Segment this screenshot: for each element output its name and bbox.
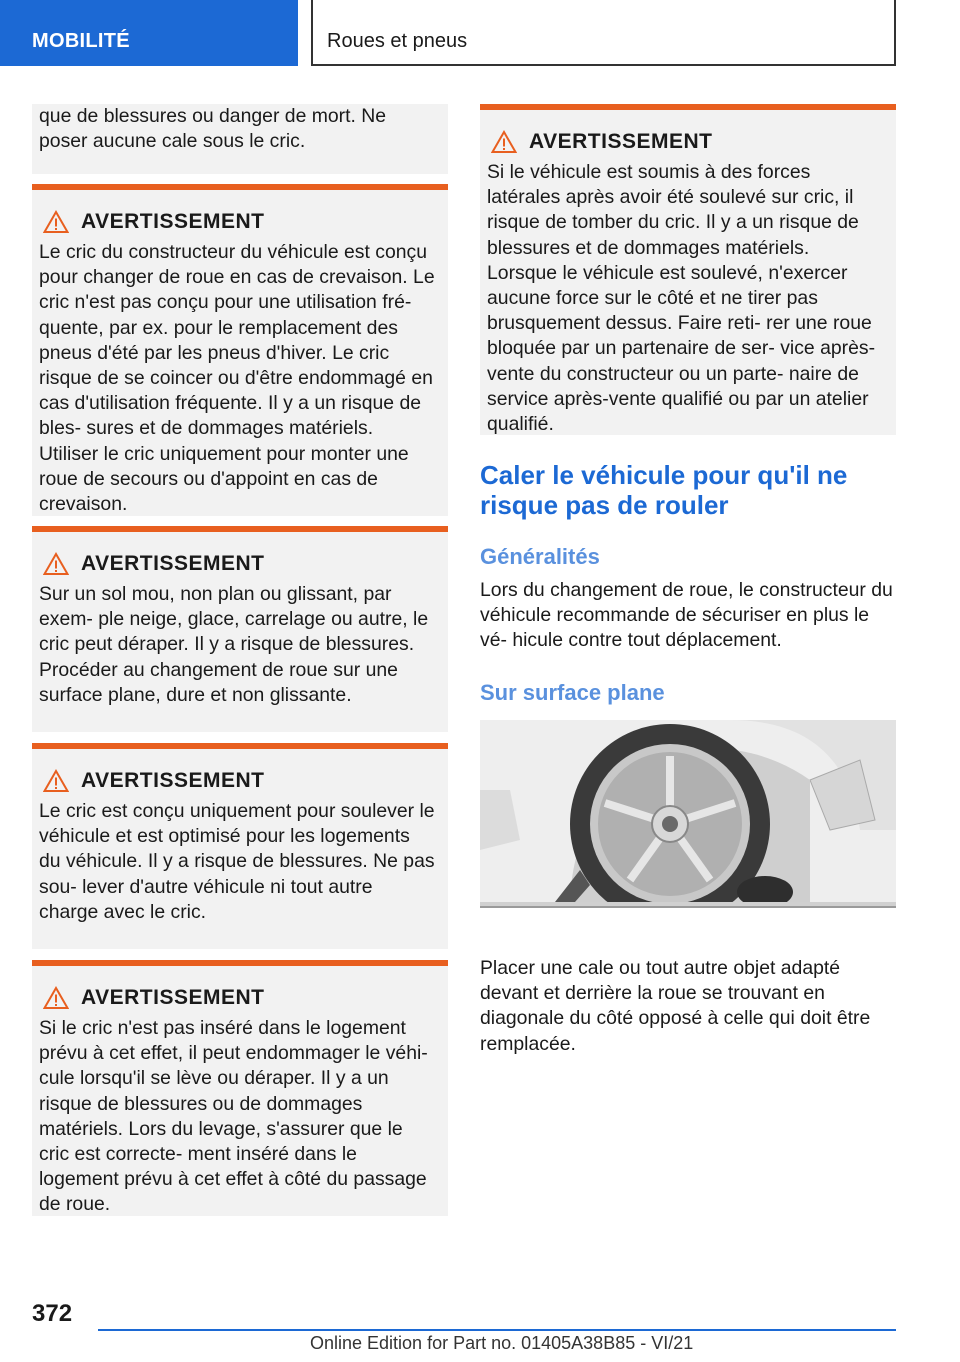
- warning-box: [32, 526, 448, 732]
- warning-text: Si le véhicule est soumis à des forces latérales après avoir été soulevé sur cric, il risque de tomber du cric. Il y a un risque de blessures et de dommages matériels. Lorsque le véhicule est soulevé, n'exercer aucune force sur le côté et ne tirer pas brusquement dessus. Faire reti- rer une roue bloquée par un partenaire de ser- vice après-vente du constructeur ou un parte- naire de service après-vente qualifié ou par un atelier qualifié.: [487, 161, 876, 436]
- warning-triangle-icon: [43, 986, 69, 1010]
- warning-text: Si le cric n'est pas inséré dans le logement prévu à cet effet, il peut endommager le véhi- cule lorsqu'il se lève ou déraper. Il y a un risque de blessures ou de dommages matériels. Lors du levage, s'assurer que le cric est correcte- ment inséré dans le logement prévu à cet effet à côté du passage de roue.: [39, 1017, 428, 1216]
- section-title: MOBILITÉ: [32, 30, 130, 52]
- warning-text: Le cric est conçu uniquement pour soulever le véhicule et est optimisé pour les logements du véhicule. Il y a risque de blessures. Ne pas sou- lever d'autre véhicule ni tout autre charge avec le cric.: [39, 800, 435, 923]
- warning-title: AVERTISSEMENT: [81, 552, 265, 575]
- warning-triangle-icon: [491, 130, 517, 154]
- warning-text: Le cric du constructeur du véhicule est conçu pour changer de roue en cas de crevaison. Le cric n'est pas conçu pour une utilisation fré- quente, par ex. pour le remplacement des pneus d'été par les pneus d'hiver. Le cric risque de se coincer ou d'être endommagé en cas d'utilisation fréquente. Il y a un risque de bles- sures et de dommages matériels. Utiliser le cric uniquement pour monter une roue de secours ou d'appoint en cas de crevaison.: [39, 241, 435, 516]
- subheading-flat-surface: Sur surface plane: [480, 680, 665, 705]
- warning-title: AVERTISSEMENT: [81, 769, 265, 792]
- warning-title: AVERTISSEMENT: [81, 210, 265, 233]
- edition-note: Online Edition for Part no. 01405A38B85 - VI/21: [310, 1333, 694, 1353]
- paragraph-general: Lors du changement de roue, le constructeur du véhicule recommande de sécuriser en plus le vé- hicule contre tout déplacement.: [480, 579, 893, 652]
- section-tab: [0, 0, 298, 66]
- section-heading: Caler le véhicule pour qu'il ne risque pas de rouler: [480, 460, 848, 520]
- footer-divider: [98, 1329, 896, 1331]
- chapter-title: Roues et pneus: [327, 30, 468, 52]
- warning-triangle-icon: [43, 769, 69, 793]
- wheel-illustration-svg: [480, 720, 896, 908]
- warning-triangle-icon: [43, 552, 69, 576]
- continued-warning-box: [32, 104, 448, 174]
- wheel-chock-illustration: [480, 720, 896, 908]
- warning-box: [480, 104, 896, 435]
- warning-text: Sur un sol mou, non plan ou glissant, par exem- ple neige, glace, carrelage ou autre, le cric peut déraper. Il y a risque de blessures. Procéder au changement de roue sur une surface plane, dure et non glissante.: [39, 583, 429, 706]
- warning-box: [32, 743, 448, 949]
- chapter-header: [311, 0, 896, 66]
- paragraph-flat-surface: Placer une cale ou tout autre objet adapté devant et derrière la roue se trouvant en diagonale du côté opposé à celle qui doit être remplacée.: [480, 957, 871, 1055]
- warning-box: [32, 184, 448, 516]
- warning-box: [32, 960, 448, 1216]
- warning-title: AVERTISSEMENT: [529, 130, 713, 153]
- warning-title: AVERTISSEMENT: [81, 986, 265, 1009]
- subheading-general: Généralités: [480, 544, 600, 569]
- warning-triangle-icon: [43, 210, 69, 234]
- warning-text: que de blessures ou danger de mort. Ne poser aucune cale sous le cric.: [39, 105, 387, 153]
- page-number: 372: [32, 1300, 73, 1327]
